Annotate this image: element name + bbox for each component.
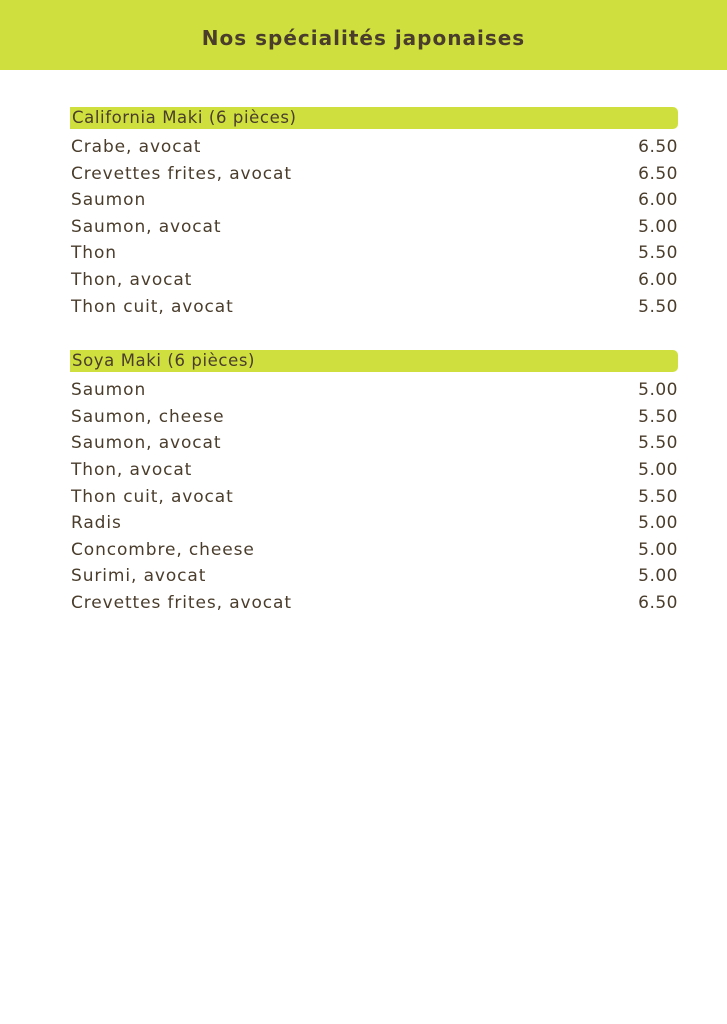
item-price: 5.50 bbox=[638, 296, 678, 317]
menu-item bbox=[70, 590, 678, 617]
menu-item bbox=[70, 457, 678, 484]
item-name: Thon, avocat bbox=[71, 269, 193, 290]
header-band bbox=[0, 0, 727, 70]
menu-item bbox=[70, 377, 678, 404]
section-title: California Maki (6 pièces) bbox=[70, 107, 678, 129]
item-price: 5.00 bbox=[638, 380, 678, 401]
item-name: Saumon, avocat bbox=[71, 216, 222, 237]
item-price: 5.00 bbox=[638, 566, 678, 587]
item-name: Crabe, avocat bbox=[71, 137, 202, 157]
item-name: Saumon bbox=[71, 380, 147, 401]
menu-list bbox=[70, 107, 678, 647]
menu-item bbox=[70, 161, 678, 188]
item-price: 6.50 bbox=[638, 163, 678, 184]
section-title: Soya Maki (6 pièces) bbox=[70, 350, 678, 372]
item-name: Crevettes frites, avocat bbox=[71, 163, 292, 184]
item-name: Thon cuit, avocat bbox=[71, 486, 234, 507]
menu-item bbox=[70, 294, 678, 321]
item-name: Saumon bbox=[71, 190, 147, 211]
item-name: Radis bbox=[71, 513, 122, 534]
item-name: Concombre, cheese bbox=[71, 539, 255, 560]
item-price: 5.50 bbox=[638, 243, 678, 264]
menu-item bbox=[70, 267, 678, 294]
menu-item bbox=[70, 134, 678, 161]
item-price: 5.00 bbox=[638, 459, 678, 480]
item-price: 6.50 bbox=[638, 592, 678, 613]
item-name: Saumon, cheese bbox=[71, 406, 225, 427]
menu-item bbox=[70, 404, 678, 431]
section-soya-maki bbox=[70, 350, 678, 616]
item-name: Thon, avocat bbox=[71, 459, 193, 480]
item-price: 5.50 bbox=[638, 406, 678, 427]
menu-item bbox=[70, 484, 678, 511]
menu-item bbox=[70, 240, 678, 267]
item-price: 5.00 bbox=[638, 539, 678, 560]
item-price: 6.00 bbox=[638, 269, 678, 290]
item-price: 5.00 bbox=[638, 513, 678, 534]
section-california-maki bbox=[70, 107, 678, 320]
item-price: 5.50 bbox=[638, 433, 678, 454]
item-price: 6.00 bbox=[638, 190, 678, 211]
menu-item bbox=[70, 214, 678, 241]
item-name: Saumon, avocat bbox=[71, 433, 222, 454]
menu-item bbox=[70, 430, 678, 457]
menu-item bbox=[70, 510, 678, 537]
item-price: 6.50 bbox=[638, 137, 678, 157]
page-title: Nos spécialités japonaises bbox=[201, 26, 526, 50]
menu-item bbox=[70, 537, 678, 564]
item-price: 5.50 bbox=[638, 486, 678, 507]
item-name: Thon bbox=[71, 243, 117, 264]
menu-item bbox=[70, 187, 678, 214]
item-name: Thon cuit, avocat bbox=[71, 296, 234, 317]
item-price: 5.00 bbox=[638, 216, 678, 237]
item-name: Surimi, avocat bbox=[71, 566, 207, 587]
item-name: Crevettes frites, avocat bbox=[71, 592, 292, 613]
menu-item bbox=[70, 563, 678, 590]
